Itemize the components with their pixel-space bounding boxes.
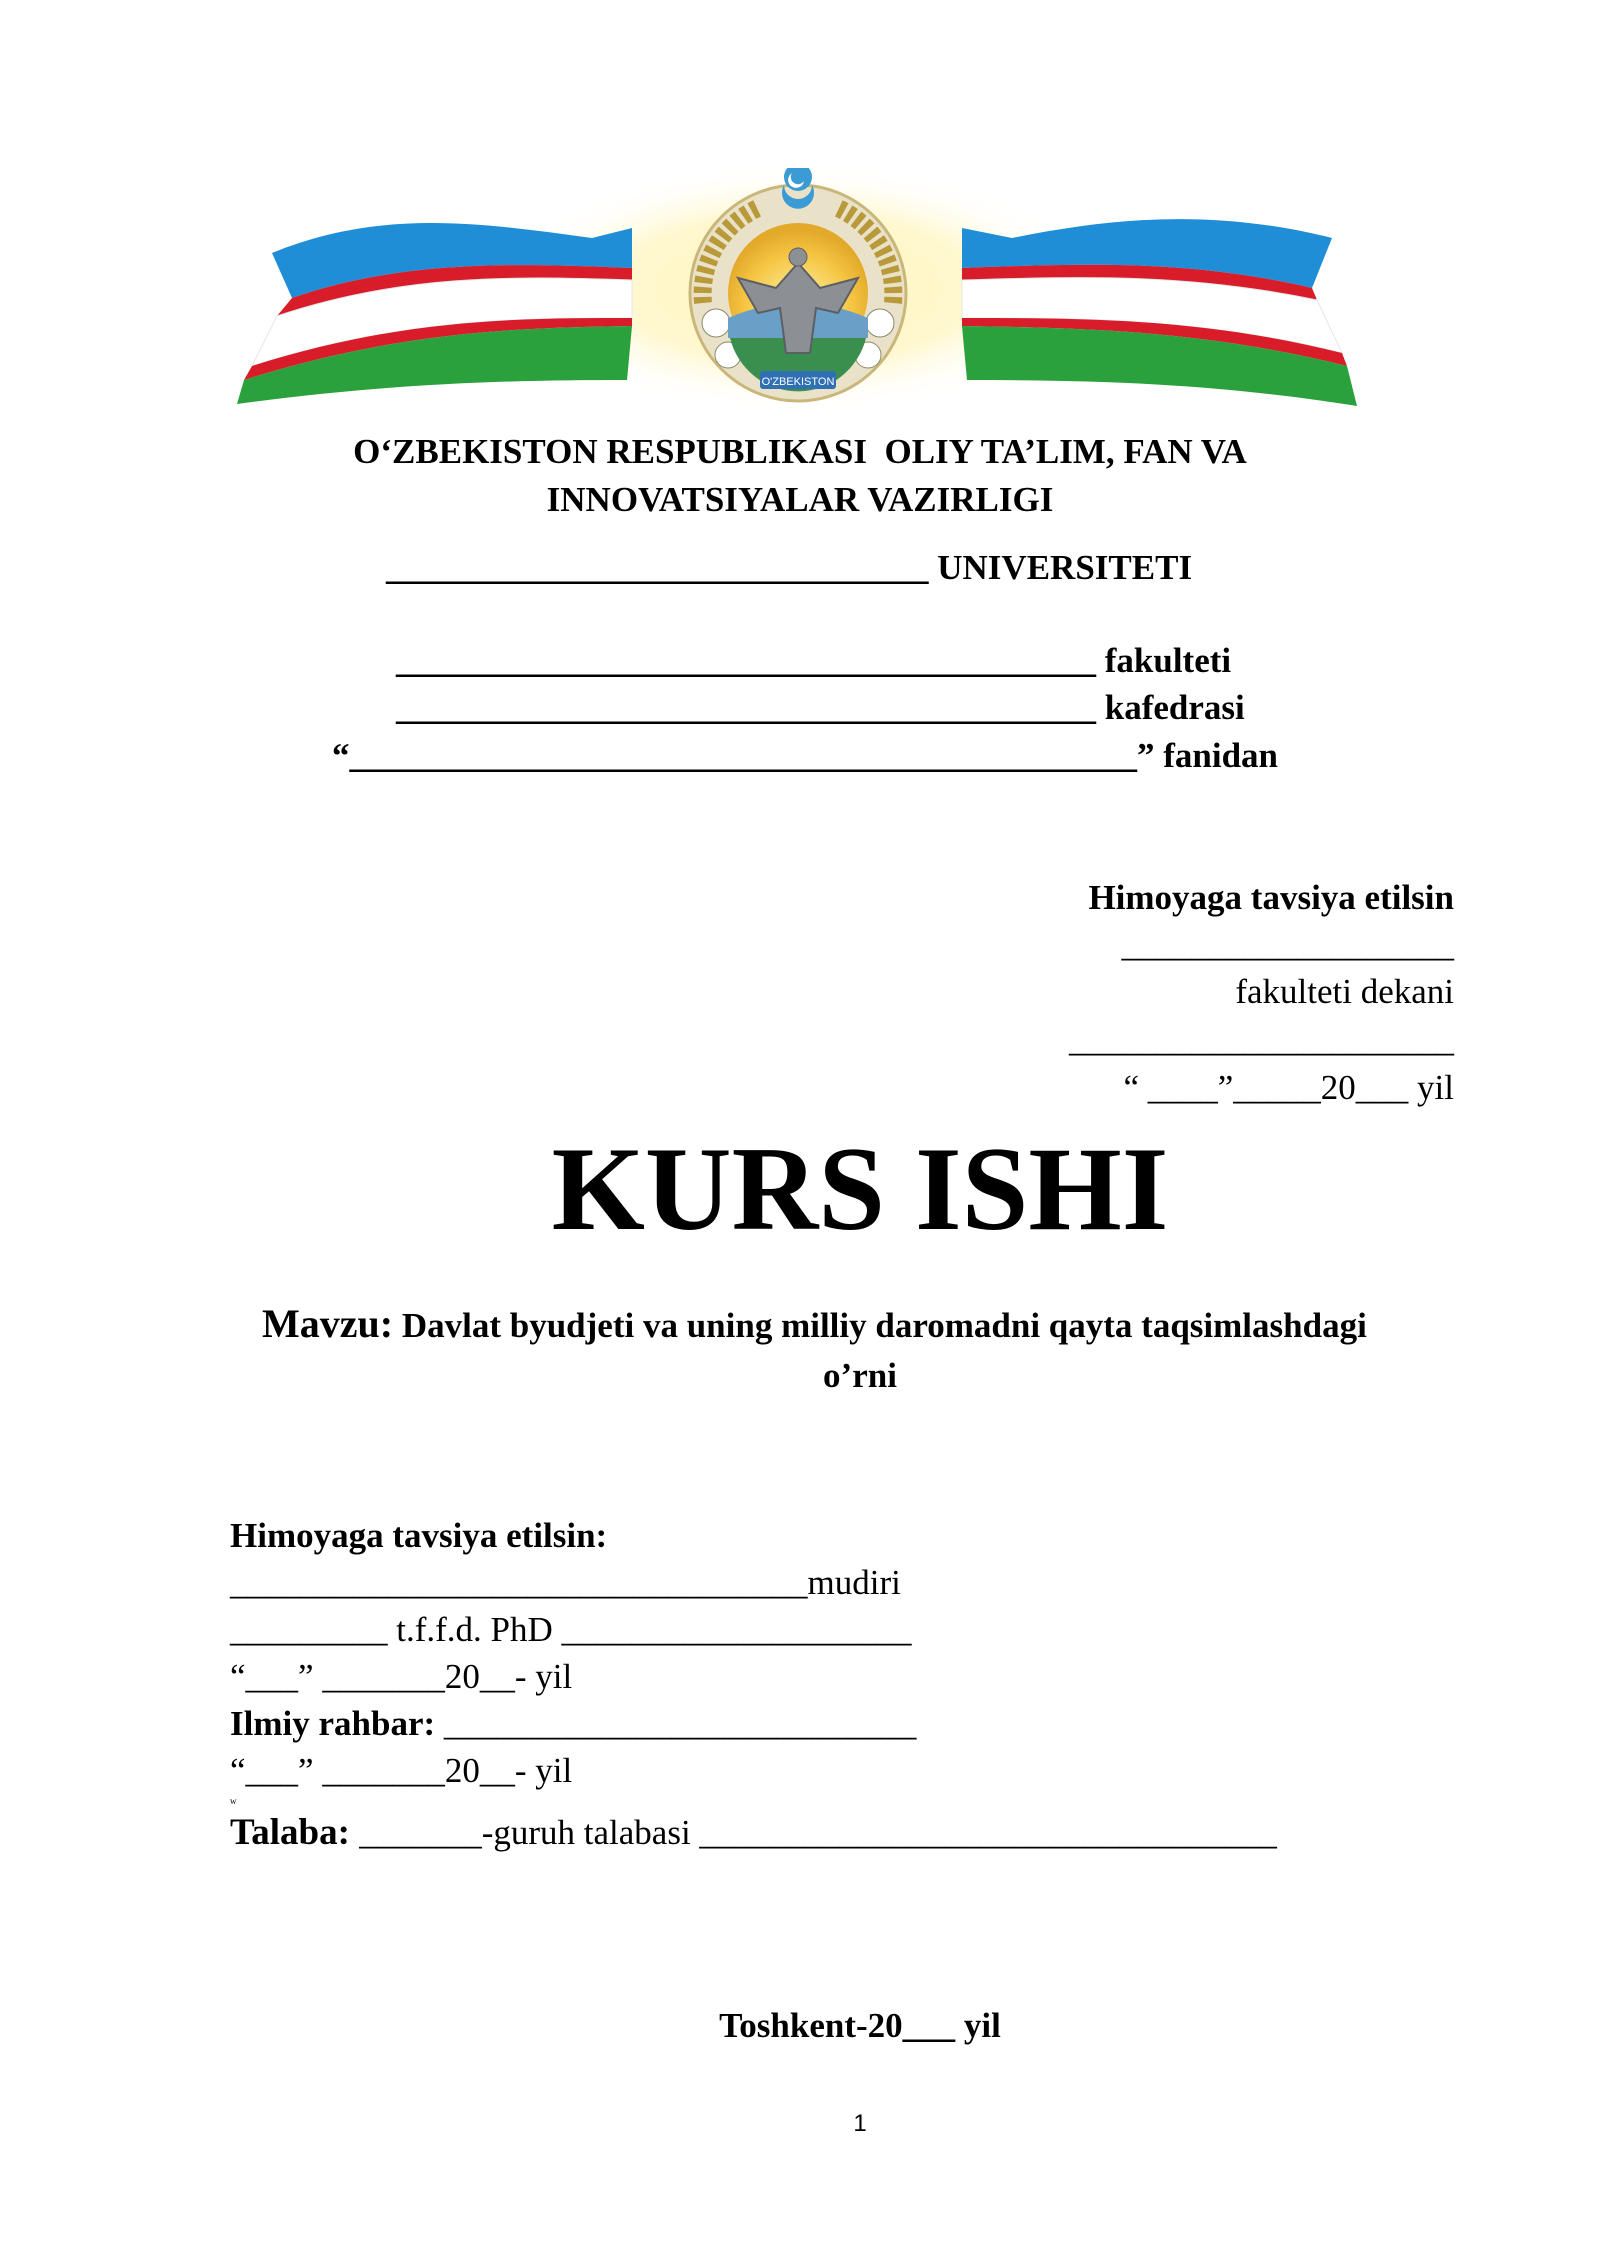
date-line-1: “___” _______20__- yil — [230, 1657, 573, 1696]
subject-line: “_____________________________________________” fanidan — [332, 736, 1279, 775]
tiny-mark: w — [230, 1796, 237, 1806]
ministry-line-1: O‘ZBEKISTON RESPUBLIKASI OLIY TA’LIM, FAN VA — [353, 432, 1247, 471]
ministry-line-2: INNOVATSIYALAR VAZIRLIGI — [546, 480, 1054, 519]
faculty-line: ________________________________________ fakulteti — [396, 641, 1232, 680]
city-year: Toshkent-20___ yil — [719, 2006, 1001, 2045]
main-title: KURS ISHI — [551, 1122, 1169, 1255]
flag-right — [962, 219, 1357, 406]
degree-line: _________ t.f.f.d. PhD ____________________ — [230, 1610, 912, 1649]
supervisor-line — [230, 1704, 916, 1744]
approval-blank-1: ___________________ — [1121, 925, 1454, 964]
date-line-2: “___” _______20__- yil — [230, 1751, 573, 1790]
approval-title-top: Himoyaga tavsiya etilsin — [1088, 878, 1454, 917]
approval-blank-2: ______________________ — [1069, 1020, 1454, 1059]
dean-label: fakulteti dekani — [1235, 972, 1454, 1011]
supervisor-blank: ___________________________ — [443, 1704, 917, 1743]
state-emblem-with-flag — [232, 168, 1364, 408]
university-line: _______________________________ UNIVERSITETI — [386, 548, 1193, 587]
student-rest: _______-guruh talabasi _________________________________ — [359, 1813, 1277, 1852]
department-line: ________________________________________ kafedrasi — [396, 688, 1245, 727]
approval-date-top: “ ____”_____20___ yil — [1123, 1068, 1454, 1107]
flag-left — [237, 223, 632, 404]
topic-label: Mavzu: — [262, 1301, 394, 1346]
topic-text-1: Davlat byudjeti va uning milliy daromadni qayta taqsimlashdagi — [401, 1306, 1367, 1345]
topic-line-1 — [262, 1300, 1367, 1347]
student-label: Talaba: — [230, 1812, 350, 1853]
svg-text:O'ZBEKISTON: O'ZBEKISTON — [761, 376, 835, 388]
student-line — [230, 1811, 1277, 1854]
head-line: _________________________________mudiri — [230, 1563, 901, 1602]
supervisor-label: Ilmiy rahbar: — [230, 1704, 436, 1743]
page-number: 1 — [853, 2110, 867, 2137]
approval-title-bottom: Himoyaga tavsiya etilsin: — [230, 1516, 608, 1555]
topic-line-2: o’rni — [823, 1356, 897, 1395]
